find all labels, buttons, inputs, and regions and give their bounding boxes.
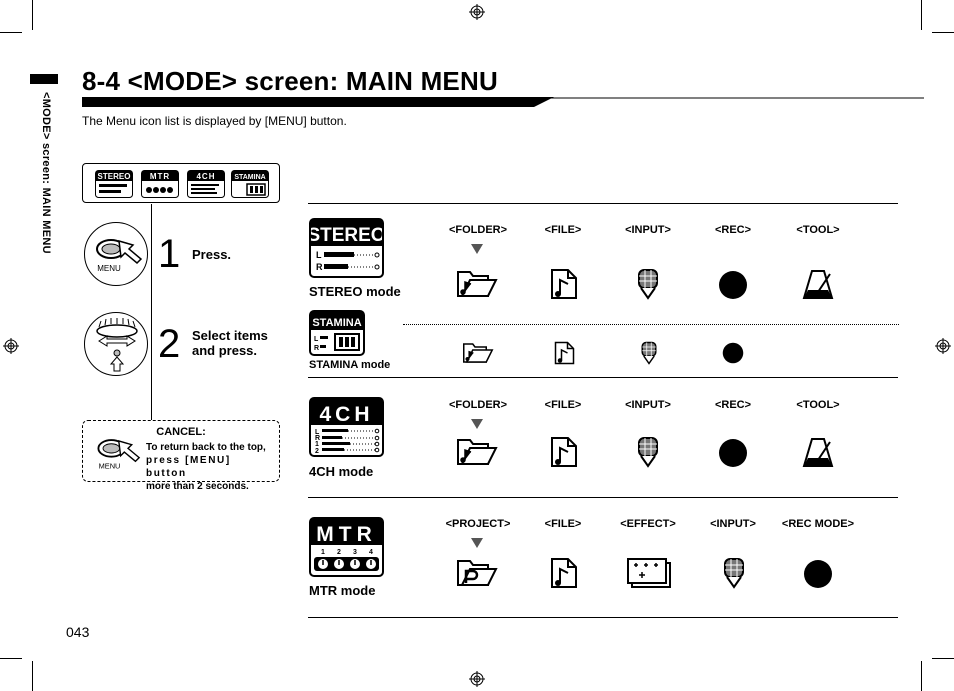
section-divider — [308, 203, 898, 204]
crop-mark — [32, 0, 33, 30]
menu-label-rec-mode: <REC MODE> — [781, 518, 855, 530]
tool-metronome-icon[interactable] — [802, 268, 834, 300]
step-number: 1 — [158, 232, 181, 276]
stamina-mode-logo — [309, 310, 365, 356]
stereo-logo-icon — [311, 220, 382, 276]
menu-label-input: <INPUT> — [625, 224, 671, 236]
mtr-logo-text: MTR — [316, 523, 377, 546]
mtr-mode-name: MTR mode — [309, 583, 376, 598]
input-mic-icon[interactable] — [636, 268, 660, 300]
step-text-line: Select items — [192, 328, 268, 343]
fourch-logo-text: 4CH — [319, 403, 374, 426]
track-label: 3 — [353, 549, 357, 556]
cancel-text — [146, 441, 274, 493]
track-label: 2 — [337, 549, 341, 556]
file-icon[interactable] — [554, 341, 575, 365]
track-label: 1 — [321, 549, 325, 556]
rec-icon[interactable] — [722, 342, 744, 364]
crop-mark — [932, 32, 954, 33]
stereo-mini-text: STEREO — [97, 172, 131, 181]
stamina-logo-icon — [311, 312, 363, 354]
dial-icon — [91, 317, 143, 373]
folder-icon[interactable] — [462, 341, 494, 365]
menu-button-label: MENU — [97, 264, 121, 273]
menu-button-circle — [84, 222, 148, 286]
title-underline — [82, 97, 924, 107]
menu-button-icon — [89, 233, 143, 275]
tool-metronome-icon[interactable] — [802, 436, 834, 468]
cancel-line: more than 2 seconds. — [146, 481, 249, 492]
stamina-mini-icon — [231, 170, 269, 198]
project-icon[interactable] — [456, 557, 498, 589]
track-label: 4 — [369, 549, 373, 556]
fourch-mode-name: 4CH mode — [309, 464, 374, 479]
mtr-logo-icon — [311, 519, 382, 575]
folder-icon[interactable] — [456, 268, 498, 300]
menu-button-icon — [91, 433, 141, 473]
section-divider — [308, 617, 898, 618]
step-connector-line — [151, 204, 152, 420]
lr-label: R — [315, 435, 321, 442]
stamina-logo-text: STAMINA — [312, 317, 362, 329]
menu-label-effect: <EFFECT> — [620, 518, 676, 530]
side-label: <MODE> screen: MAIN MENU — [40, 92, 52, 254]
ch-label: 1 — [315, 441, 319, 448]
selection-arrow-icon — [471, 244, 483, 254]
file-icon[interactable] — [550, 268, 578, 300]
menu-label-file: <FILE> — [544, 224, 582, 236]
step-text — [192, 328, 268, 358]
effect-icon[interactable] — [626, 557, 672, 589]
crop-mark — [921, 661, 922, 691]
fourch-logo-icon — [311, 399, 382, 455]
section-divider — [308, 497, 898, 498]
cancel-title: CANCEL: — [156, 426, 206, 438]
selection-arrow-icon — [471, 538, 483, 548]
lr-label: L — [315, 429, 320, 436]
menu-label-input: <INPUT> — [625, 399, 671, 411]
registration-mark-icon — [3, 338, 19, 354]
stereo-logo-text: STEREO — [311, 225, 382, 246]
registration-mark-icon — [935, 338, 951, 354]
lr-label: R — [316, 262, 323, 272]
input-mic-icon[interactable] — [640, 341, 658, 365]
side-tab — [30, 74, 58, 84]
step-text-line: and press. — [192, 343, 258, 358]
rec-icon[interactable] — [718, 438, 748, 468]
fourch-mode-logo — [309, 397, 384, 457]
crop-mark — [32, 661, 33, 691]
folder-icon[interactable] — [456, 436, 498, 468]
menu-label-folder: <FOLDER> — [448, 399, 508, 411]
fourch-mini-text: 4CH — [196, 172, 216, 181]
fourch-mini-icon — [187, 170, 225, 198]
menu-label-file: <FILE> — [544, 399, 582, 411]
page-number: 043 — [66, 624, 90, 640]
crop-mark — [0, 658, 22, 659]
cancel-line: press [MENU] button — [146, 455, 231, 479]
ch-label: 2 — [315, 448, 319, 455]
section-divider — [308, 377, 898, 378]
lr-label: R — [314, 345, 320, 352]
menu-label-input: <INPUT> — [710, 518, 756, 530]
dial-circle — [84, 312, 148, 376]
page-subtitle: The Menu icon list is displayed by [MENU] button. — [82, 114, 347, 128]
input-mic-icon[interactable] — [636, 436, 660, 468]
lr-label: L — [314, 336, 319, 343]
crop-mark — [932, 658, 954, 659]
mtr-mode-logo — [309, 517, 384, 577]
stereo-mode-logo — [309, 218, 384, 278]
mtr-mini-icon — [141, 170, 179, 198]
menu-label-project: <PROJECT> — [445, 518, 511, 530]
mode-icon-strip — [82, 163, 280, 203]
stamina-mode-name: STAMINA mode — [309, 359, 391, 371]
page-title: 8-4 <MODE> screen: MAIN MENU — [82, 66, 498, 96]
menu-label-rec: <REC> — [714, 224, 752, 236]
stereo-mini-icon — [95, 170, 133, 198]
input-mic-icon[interactable] — [722, 557, 746, 589]
rec-mode-icon[interactable] — [803, 559, 833, 589]
registration-mark-icon — [469, 671, 485, 687]
crop-mark — [0, 32, 22, 33]
cancel-line: To return back to the top, — [146, 442, 266, 453]
menu-button-label: MENU — [98, 461, 121, 471]
step-number: 2 — [158, 322, 181, 366]
rec-icon[interactable] — [718, 270, 748, 300]
section-divider-dotted — [403, 324, 899, 325]
stereo-mode-name: STEREO mode — [309, 284, 401, 299]
crop-mark — [921, 0, 922, 30]
selection-arrow-icon — [471, 419, 483, 429]
registration-mark-icon — [469, 4, 485, 20]
menu-label-tool: <TOOL> — [796, 399, 840, 411]
menu-label-folder: <FOLDER> — [448, 224, 508, 236]
lr-label: L — [316, 250, 322, 260]
menu-label-tool: <TOOL> — [796, 224, 840, 236]
file-icon[interactable] — [550, 557, 578, 589]
mtr-mini-text: MTR — [149, 172, 171, 181]
menu-label-rec: <REC> — [714, 399, 752, 411]
stamina-mini-text: STAMINA — [234, 174, 266, 181]
step-text: Press. — [192, 247, 232, 262]
cancel-note — [82, 420, 280, 492]
file-icon[interactable] — [550, 436, 578, 468]
menu-label-file: <FILE> — [544, 518, 582, 530]
